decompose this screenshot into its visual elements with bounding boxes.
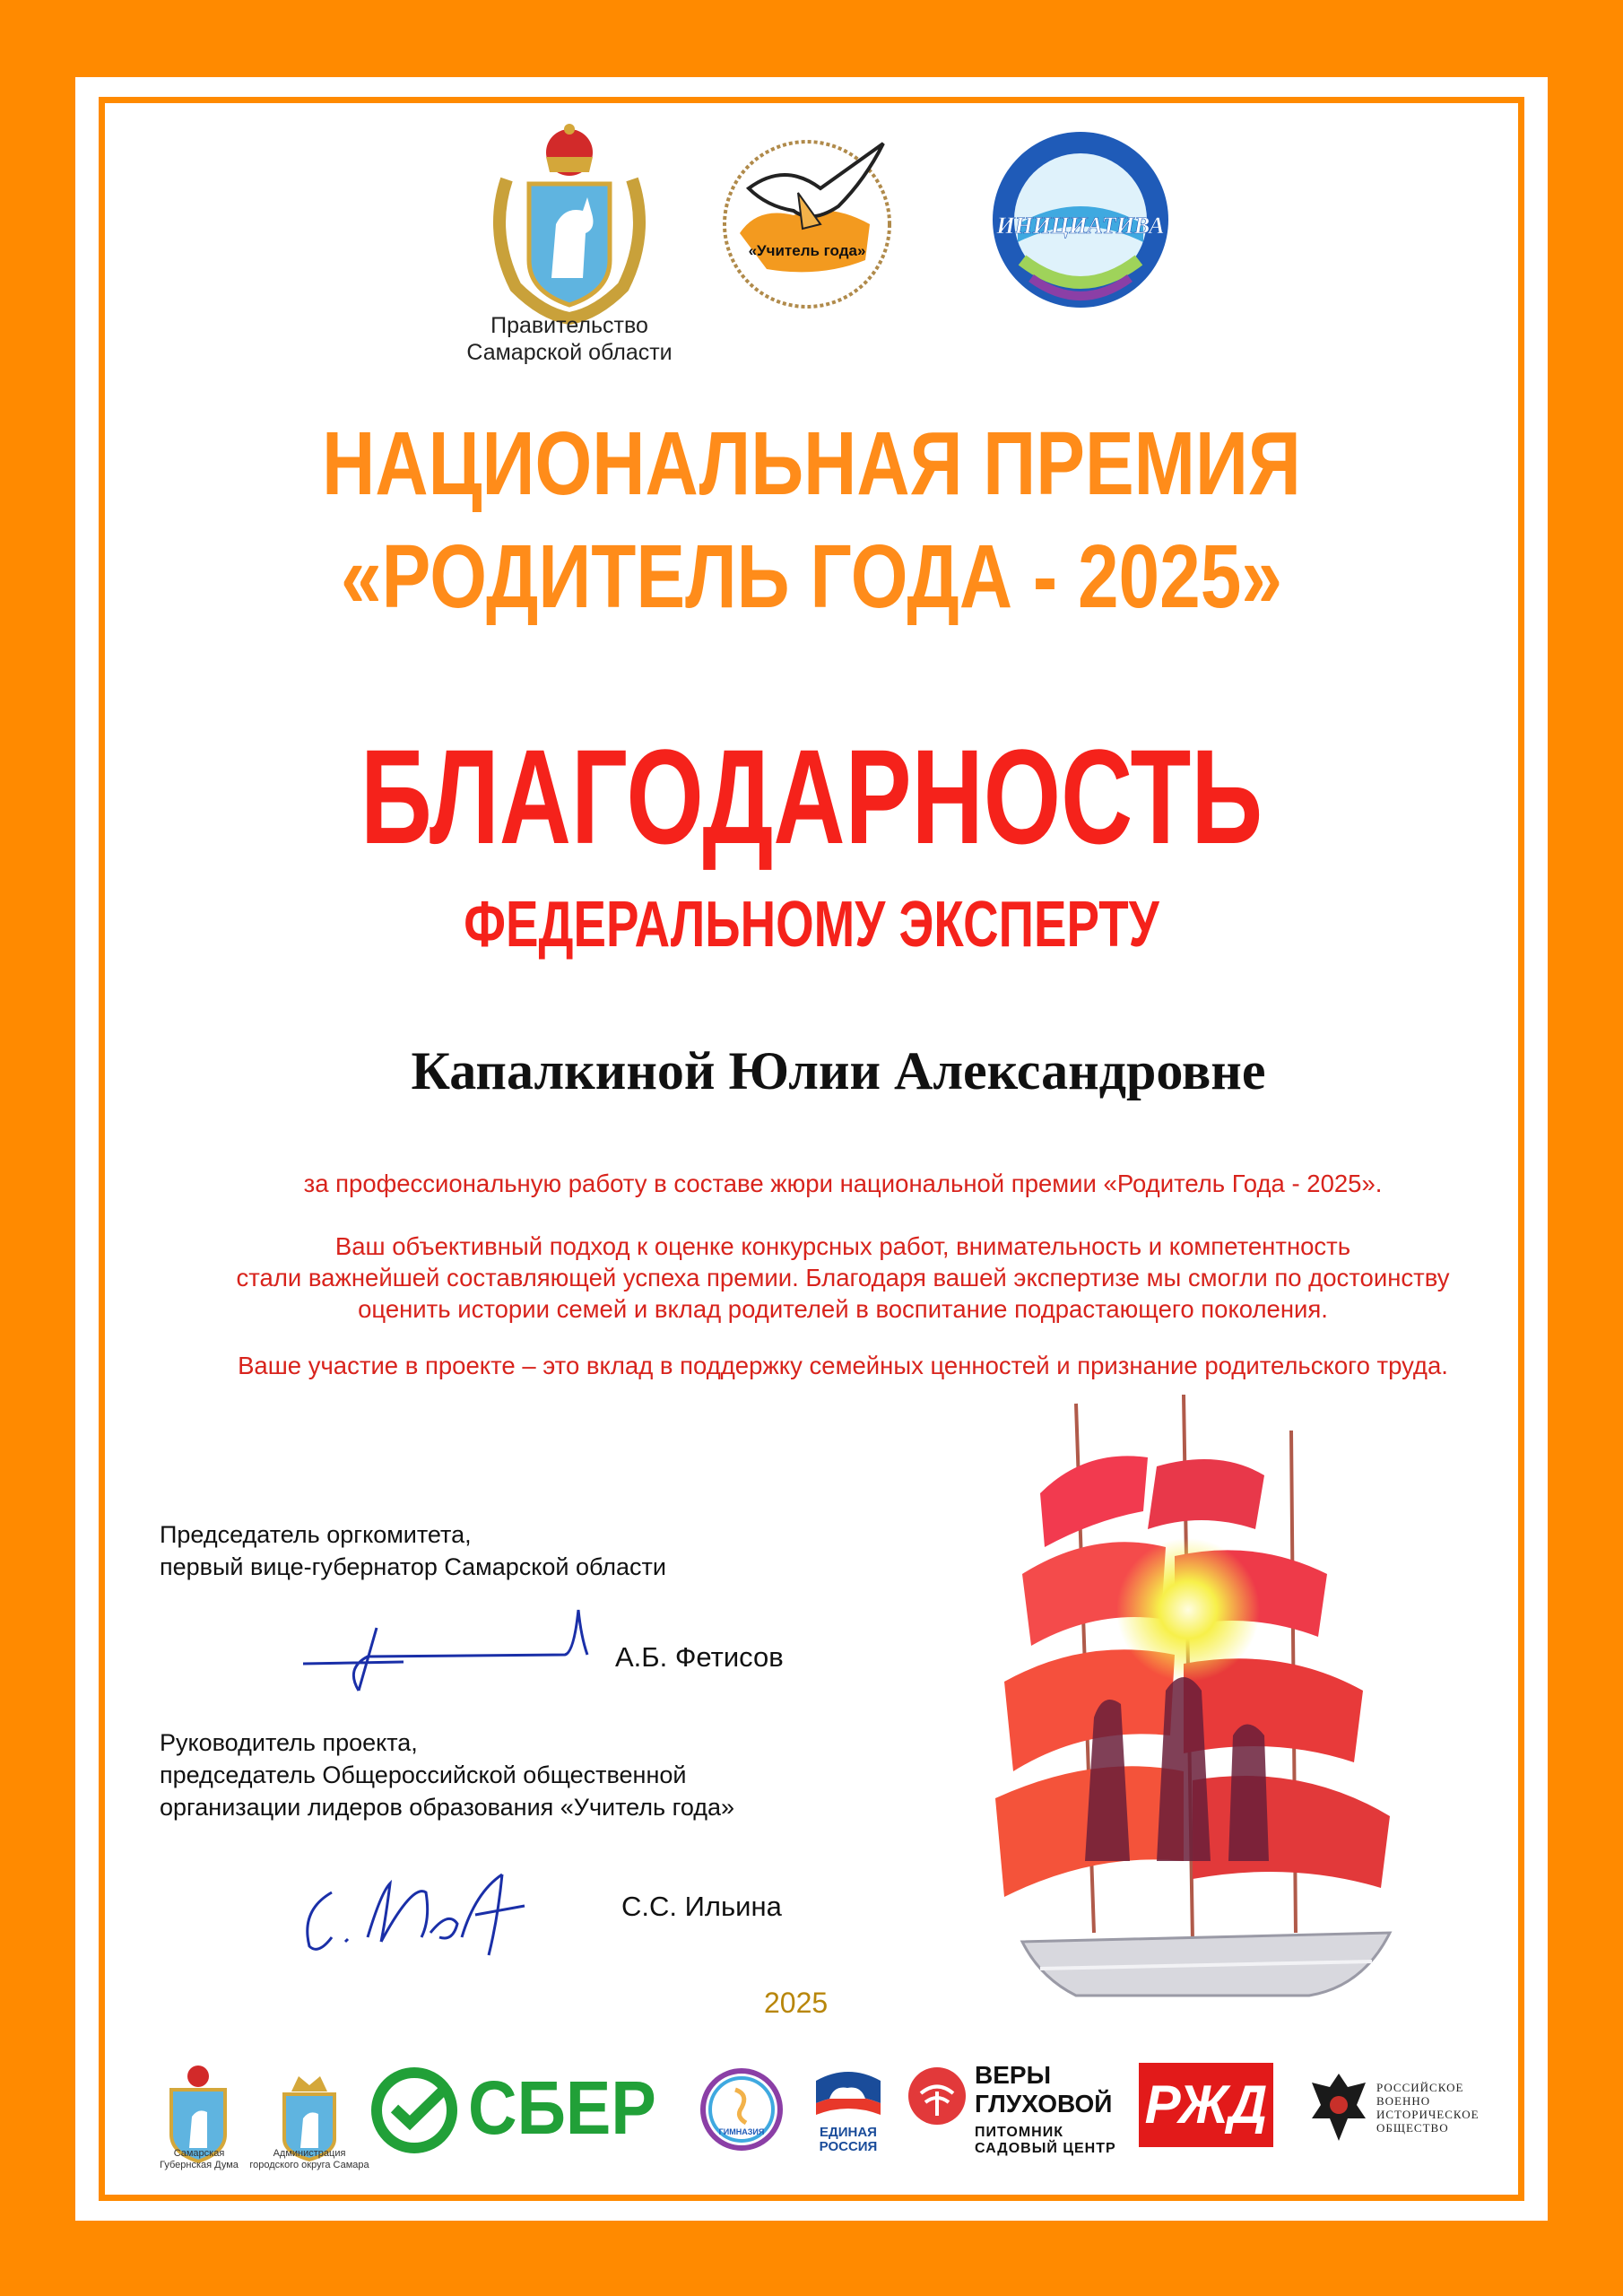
body-paragraph-1: за профессиональную работу в составе жюри национальной премии «Родитель Года - 2025». bbox=[303, 1170, 1383, 1197]
vera-glukhova-tagline-2: САДОВЫЙ ЦЕНТР bbox=[975, 2141, 1116, 2156]
body-paragraph-2: Ваш объективный подход к оценке конкурсных работ, внимательность и компетентность стали важнейшей составляющей успеха премии. Благодаря вашей экспертизе мы смогли по достоинству оценить истории семей и вклад родителей в воспитание подрастающего поколения. bbox=[236, 1232, 1450, 1323]
award-title-line-1: НАЦИОНАЛЬНАЯ ПРЕМИЯ bbox=[322, 413, 1301, 514]
signatory-2-name: С.С. Ильина bbox=[621, 1891, 782, 1922]
rzd-logo-text: РЖД bbox=[1144, 2074, 1268, 2135]
samara-administration-caption: Администрация городского округа Самара bbox=[249, 2148, 369, 2170]
gymnasium-logo bbox=[699, 2067, 785, 2152]
vera-glukhova-tagline-1: ПИТОМНИК bbox=[975, 2125, 1063, 2140]
signature-2-icon bbox=[296, 1857, 547, 1964]
sber-icon bbox=[369, 2066, 459, 2155]
award-title-line-2: «РОДИТЕЛЬ ГОДА - 2025» bbox=[341, 526, 1282, 627]
teacher-of-year-logo bbox=[713, 126, 901, 314]
sber-logo-text: СБЕР bbox=[468, 2066, 656, 2150]
fund-logo-name: ИНИЦИАТИВА bbox=[996, 213, 1165, 239]
initiative-fund-logo bbox=[986, 126, 1175, 314]
scarlet-sails-ship-illustration bbox=[968, 1395, 1435, 2022]
certificate-subheading: ФЕДЕРАЛЬНОМУ ЭКСПЕРТУ bbox=[464, 889, 1159, 961]
teacher-logo-title: «Учитель года» bbox=[748, 242, 866, 259]
recipient-name: Капалкиной Юлии Александровне bbox=[411, 1041, 1266, 1100]
signatory-1-role: Председатель оргкомитета, первый вице-губернатор Самарской области bbox=[160, 1521, 666, 1580]
vera-glukhova-name-1: ВЕРЫ bbox=[975, 2061, 1051, 2089]
rvio-eagle-emblem-icon bbox=[1307, 2065, 1370, 2147]
samara-duma-caption: Самарская Губернская Дума bbox=[160, 2148, 239, 2170]
vera-glukhova-name-2: ГЛУХОВОЙ bbox=[975, 2090, 1113, 2118]
rvio-caption: РОССИЙСКОЕ ВОЕННО ИСТОРИЧЕСКОЕ ОБЩЕСТВО bbox=[1376, 2081, 1480, 2135]
vera-glukhova-tree-icon bbox=[907, 2066, 967, 2126]
united-russia-caption: ЕДИНАЯ РОССИЯ bbox=[819, 2125, 878, 2154]
government-caption: Правительство Самарской области bbox=[466, 313, 673, 365]
certificate-heading: БЛАГОДАРНОСТЬ bbox=[360, 721, 1263, 872]
gymnasium-label: ГИМНАЗИЯ bbox=[718, 2127, 765, 2136]
body-paragraph-3: Ваше участие в проекте – это вклад в поддержку семейных ценностей и признание родительского труда. bbox=[238, 1352, 1448, 1379]
signatory-2-role: Руководитель проекта, председатель Общероссийской общественной организации лидеров образования «Учитель года» bbox=[160, 1729, 735, 1821]
samara-coat-of-arms-icon bbox=[480, 117, 659, 332]
signatory-1-name: А.Б. Фетисов bbox=[615, 1641, 784, 1673]
certificate-year: 2025 bbox=[764, 1987, 829, 2019]
signature-1-icon bbox=[296, 1601, 592, 1700]
